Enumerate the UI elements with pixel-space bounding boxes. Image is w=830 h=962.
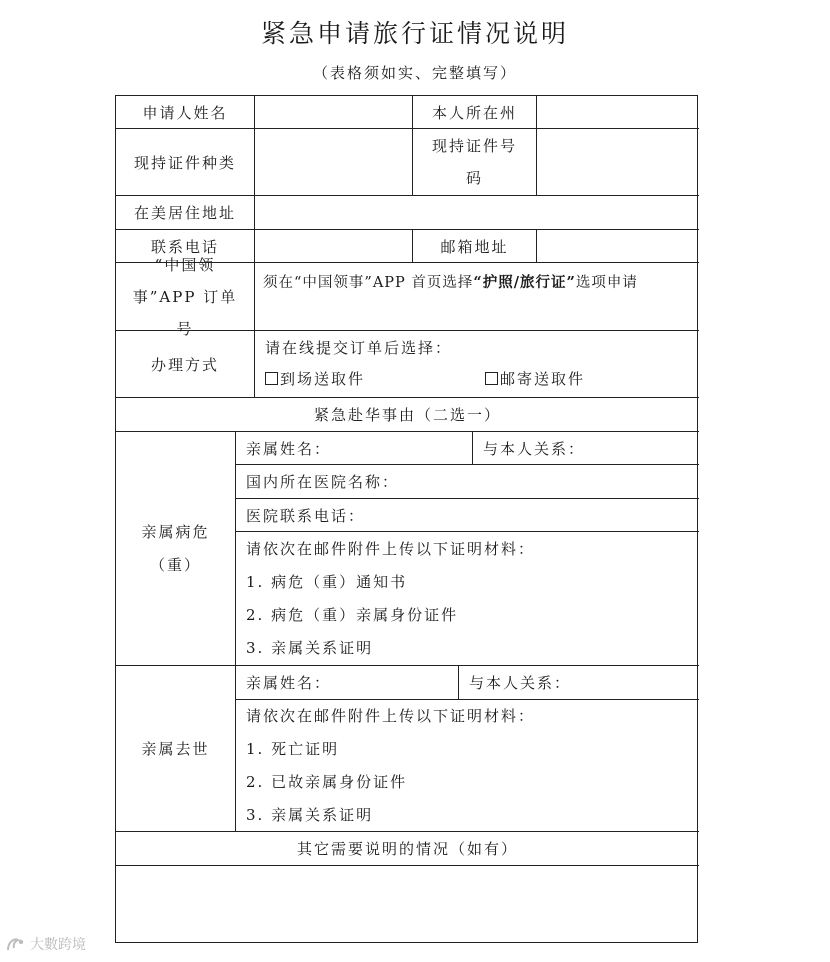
illness-upload-note: 请依次在邮件附件上传以下证明材料：: [246, 539, 536, 558]
watermark-text: 大數跨境: [30, 937, 86, 953]
illness-relative-name[interactable]: 亲属姓名：: [236, 432, 473, 465]
illness-materials: [236, 532, 699, 666]
hospital-phone[interactable]: 医院联系电话：: [236, 499, 699, 532]
applicant-name-field[interactable]: [255, 96, 413, 129]
us-address-label: 在美居住地址: [116, 196, 255, 230]
applicant-name-label: 申请人姓名: [116, 96, 255, 129]
death-item-1: 1. 死亡证明: [246, 739, 340, 758]
state-field[interactable]: [537, 96, 699, 129]
current-doc-number-field[interactable]: [537, 129, 699, 196]
current-doc-type-field[interactable]: [255, 129, 413, 196]
death-materials: [236, 700, 699, 832]
death-label: 亲属去世: [116, 666, 236, 832]
app-order-note-bold: “护照/旅行证”: [473, 274, 576, 291]
illness-item-2: 2. 病危（重）亲属身份证件: [246, 605, 459, 624]
death-item-2: 2. 已故亲属身份证件: [246, 772, 408, 791]
death-relative-name[interactable]: 亲属姓名：: [236, 666, 459, 700]
email-label: 邮箱地址: [413, 230, 537, 263]
illness-relation[interactable]: 与本人关系：: [473, 432, 699, 465]
app-order-label: “中国领事”APP 订单号: [116, 263, 255, 331]
app-order-note-pre: 须在“中国领事”APP 首页选择: [263, 275, 474, 291]
mail-checkbox[interactable]: [485, 372, 498, 385]
other-field[interactable]: [116, 866, 699, 942]
app-order-note: [255, 263, 699, 331]
page-subtitle: （表格须如实、完整填写）: [312, 64, 517, 82]
death-item-3: 3. 亲属关系证明: [246, 805, 374, 824]
method-options: [255, 331, 699, 398]
page-title: 紧急申请旅行证情况说明: [260, 19, 569, 48]
illness-label-text: 亲属病危（重）: [141, 522, 210, 574]
death-relation[interactable]: 与本人关系：: [459, 666, 699, 700]
current-doc-number-label: 现持证件号码: [413, 129, 537, 196]
other-header: 其它需要说明的情况（如有）: [116, 832, 699, 866]
phone-label: 联系电话: [116, 230, 255, 263]
brand-logo-icon: [6, 936, 26, 952]
illness-item-1: 1. 病危（重）通知书: [246, 572, 408, 591]
pickup-checkbox[interactable]: [265, 372, 278, 385]
death-upload-note: 请依次在邮件附件上传以下证明材料：: [246, 706, 536, 725]
illness-label: [116, 432, 236, 666]
current-doc-type-label: 现持证件种类: [116, 129, 255, 196]
pickup-option-label: 到场送取件: [280, 370, 366, 388]
application-form: [115, 95, 698, 943]
method-note: 请在线提交订单后选择：: [265, 339, 453, 357]
method-label: 办理方式: [116, 331, 255, 398]
us-address-field[interactable]: [255, 196, 699, 230]
phone-field[interactable]: [255, 230, 413, 263]
method-option-pickup[interactable]: [265, 364, 485, 395]
mail-option-label: 邮寄送取件: [500, 370, 586, 388]
hospital-name[interactable]: 国内所在医院名称：: [236, 465, 699, 499]
watermark: [6, 934, 86, 954]
method-option-mail[interactable]: [485, 364, 585, 395]
illness-item-3: 3. 亲属关系证明: [246, 638, 374, 657]
state-label: 本人所在州: [413, 96, 537, 129]
app-order-note-post: 选项申请: [575, 275, 638, 291]
email-field[interactable]: [537, 230, 699, 263]
emergency-reason-header: 紧急赴华事由（二选一）: [116, 398, 699, 432]
